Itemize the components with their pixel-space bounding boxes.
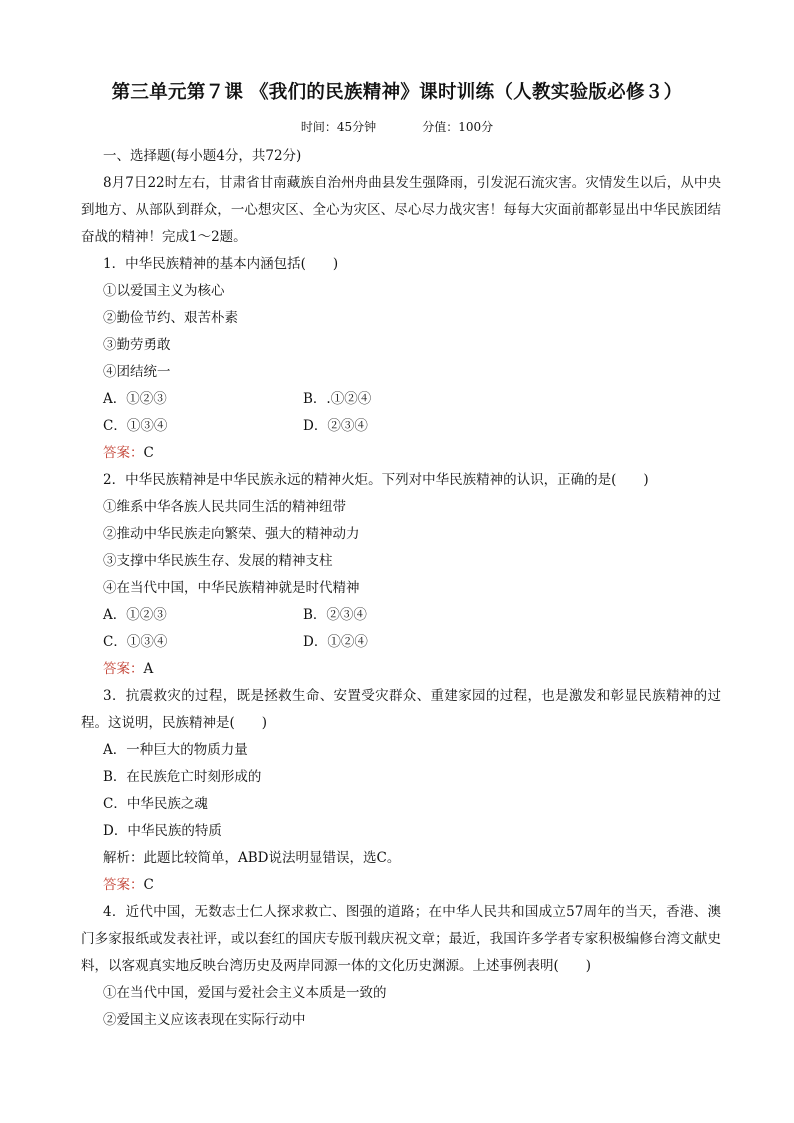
question-3-stem: 3．抗震救灾的过程，既是拯救生命、安置受灾群众、重建家园的过程，也是激发和彰显民族精神的过程。这说明，民族精神是( ) — [81, 688, 721, 731]
answer-value: A — [143, 661, 154, 677]
analysis-text: 此题比较简单，ABD说法明显错误，选C。 — [143, 850, 401, 866]
question-2-options-row — [81, 602, 721, 629]
question-1-item: ①以爱国主义为核心 — [103, 283, 225, 299]
question-1-option-a: A．①②③ — [103, 391, 167, 407]
question-1-answer — [81, 440, 721, 467]
exam-meta — [0, 118, 794, 135]
section-heading: 一、选择题(每小题4分，共72分) — [103, 148, 302, 164]
question-2-option-b: B．②③④ — [303, 607, 367, 623]
answer-label: 答案： — [103, 661, 144, 677]
question-3-choice-c: C．中华民族之魂 — [103, 796, 208, 812]
question-2-option-c: C．①③④ — [103, 634, 168, 650]
question-4-item: ②爱国主义应该表现在实际行动中 — [103, 1012, 306, 1028]
question-2-option-d: D．①②④ — [303, 634, 368, 650]
question-2-item: ③支撑中华民族生存、发展的精神支柱 — [103, 553, 333, 569]
answer-label: 答案： — [103, 445, 144, 461]
question-3-choice-a: A．一种巨大的物质力量 — [103, 742, 248, 758]
question-1-item: ②勤俭节约、艰苦朴素 — [103, 310, 238, 326]
question-1-option-c: C．①③④ — [103, 418, 168, 434]
question-2-item: ④在当代中国，中华民族精神就是时代精神 — [103, 580, 360, 596]
question-4-item: ①在当代中国，爱国与爱社会主义本质是一致的 — [103, 985, 387, 1001]
time-limit: 时间：45分钟 — [300, 120, 377, 134]
question-1-options-row — [81, 386, 721, 413]
question-2-item: ②推动中华民族走向繁荣、强大的精神动力 — [103, 526, 360, 542]
question-2-item: ①维系中华各族人民共同生活的精神纽带 — [103, 499, 346, 515]
question-3-choice-b: B．在民族危亡时刻形成的 — [103, 769, 262, 785]
question-1-option-b: B．.①②④ — [303, 391, 372, 407]
intro-passage: 8月7日22时左右，甘肃省甘南藏族自治州舟曲县发生强降雨，引发泥石流灾害。灾情发生以后，从中央到地方、从部队到群众，一心想灾区、全心为灾区、尽心尽力战灾害！每每大灾面前都彰显出中华民族团结奋战的精神！完成1～2题。 — [81, 175, 721, 245]
document-body — [81, 143, 721, 1034]
question-2-options-row — [81, 629, 721, 656]
question-3-analysis — [81, 845, 721, 872]
question-3-answer — [81, 872, 721, 899]
page-title: 第三单元第７课 《我们的民族精神》课时训练（人教实验版必修３） — [111, 82, 683, 103]
question-2-option-a: A．①②③ — [103, 607, 167, 623]
total-score: 分值：100分 — [422, 120, 494, 134]
question-2-stem: 2．中华民族精神是中华民族永远的精神火炬。下列对中华民族精神的认识，正确的是( ) — [103, 472, 649, 488]
answer-label: 答案： — [103, 877, 144, 893]
answer-value: C — [143, 877, 154, 893]
question-1-item: ③勤劳勇敢 — [103, 337, 171, 353]
question-1-options-row — [81, 413, 721, 440]
analysis-label: 解析： — [103, 850, 144, 866]
question-1-stem: 1．中华民族精神的基本内涵包括( ) — [103, 256, 339, 272]
answer-value: C — [143, 445, 154, 461]
question-2-answer — [81, 656, 721, 683]
question-4-stem: 4．近代中国，无数志士仁人探求救亡、图强的道路；在中华人民共和国成立57周年的当天，香港、澳门多家报纸或发表社评，或以套红的国庆专版刊载庆祝文章；最近，我国许多学者专家积极编修台湾文献史料，以客观真实地反映台湾历史及两岸同源一体的文化历史渊源。上述事例表明( ) — [81, 904, 721, 974]
question-1-item: ④团结统一 — [103, 364, 171, 380]
question-3-choice-d: D．中华民族的特质 — [103, 823, 222, 839]
question-1-option-d: D．②③④ — [303, 418, 368, 434]
